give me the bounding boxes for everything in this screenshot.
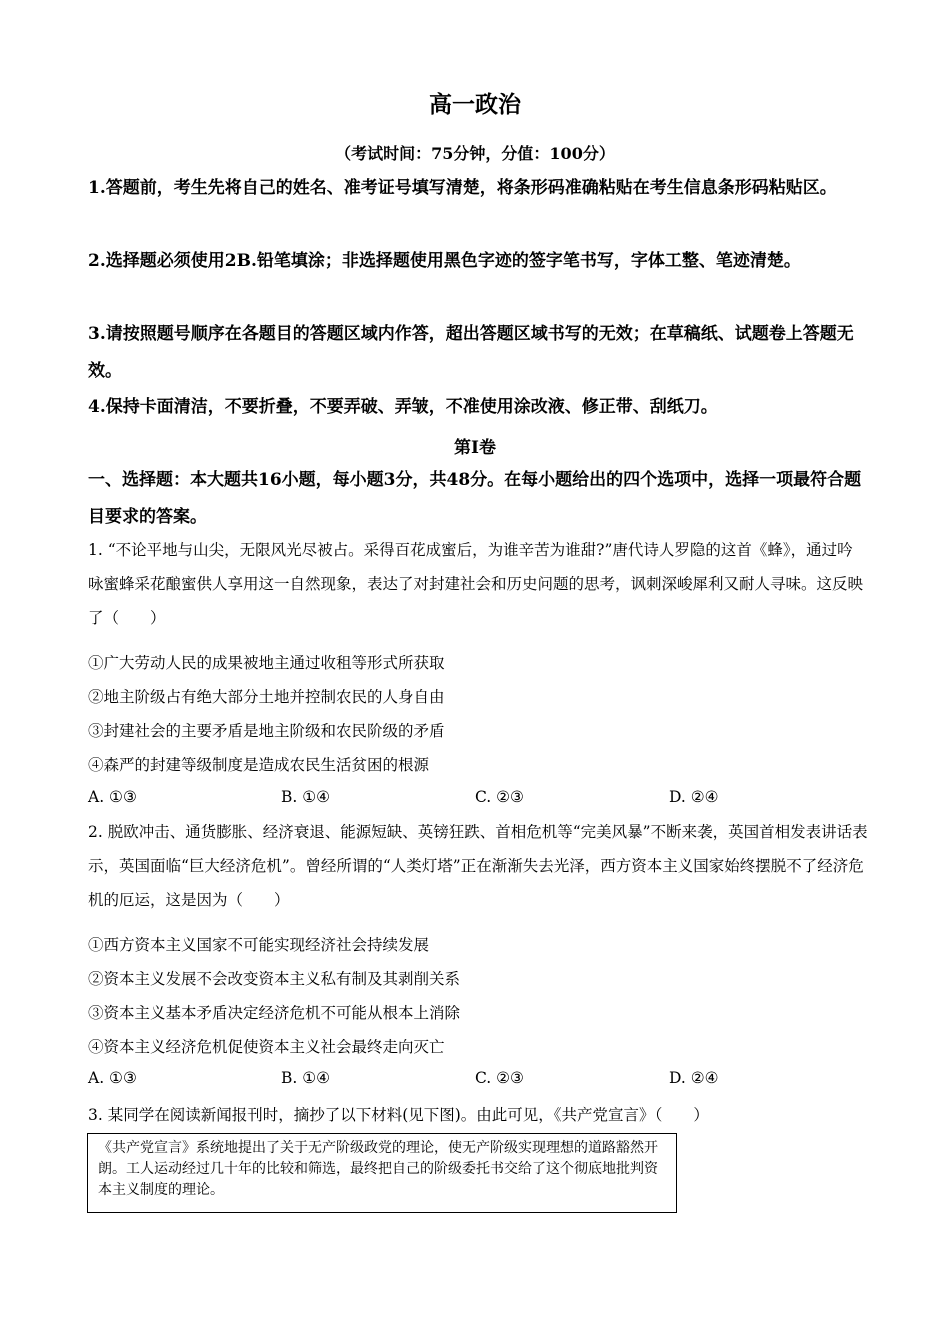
question-item: ①西方资本主义国家不可能实现经济社会持续发展 [88,936,430,954]
notice-item: 1.答题前，考生先将自己的姓名、准考证号填写清楚，将条形码准确粘贴在考生信息条形码粘贴区。 [88,178,837,198]
choice-c[interactable]: C. ②③ [475,788,524,806]
volume-heading: 第Ⅰ卷 [454,438,496,458]
question-item: ④森严的封建等级制度是造成农民生活贫困的根源 [88,756,430,774]
question-stem: 1. “不论平地与山尖，无限风光尽被占。采得百花成蜜后，为谁辛苦为谁甜?”唐代诗人罗隐的这首《蜂》，通过吟咏蜜蜂采花酿蜜供人享用这一自然现象，表达了对封建社会和历史问题的思考，讽刺深峻犀利又耐人寻味。这反映了（ ） [88,541,864,627]
question-stem: 2. 脱欧冲击、通货膨胀、经济衰退、能源短缺、英镑狂跌、首相危机等“完美风暴”不断来袭，英国首相发表讲话表示，英国面临“巨大经济危机”。曾经所谓的“人类灯塔”正在渐渐失去光泽，西方资本主义国家始终摆脱不了经济危机的厄运，这是因为（ ） [88,823,868,909]
question-item: ②资本主义发展不会改变资本主义私有制及其剥削关系 [88,970,461,988]
notice-item: 2.选择题必须使用2B.铅笔填涂；非选择题使用黑色字迹的签字笔书写，字体工整、笔迹清楚。 [88,251,801,271]
question-item: ②地主阶级占有绝大部分土地并控制农民的人身自由 [88,688,445,706]
answer-choices [88,788,868,812]
choice-a[interactable]: A. ①③ [88,788,137,806]
exam-info: （考试时间：75分钟，分值：100分） [335,144,615,163]
notice-item: 3.请按照题号顺序在各题目的答题区域内作答，超出答题区域书写的无效；在草稿纸、试题卷上答题无效。 [88,324,854,381]
choice-d[interactable]: D. ②④ [669,788,719,806]
question-item: ①广大劳动人民的成果被地主通过收租等形式所获取 [88,654,445,672]
section-heading: 一、选择题：本大题共16小题，每小题3分，共48分。在每小题给出的四个选项中，选择一项最符合题目要求的答案。 [88,470,862,527]
question-item: ③封建社会的主要矛盾是地主阶级和农民阶级的矛盾 [88,722,445,740]
choice-c[interactable]: C. ②③ [475,1069,524,1087]
question-item: ④资本主义经济危机促使资本主义社会最终走向灭亡 [88,1038,445,1056]
choice-b[interactable]: B. ①④ [281,1069,331,1087]
page-title: 高一政治 [429,91,521,118]
answer-choices [88,1069,868,1093]
material-quote-box: 《共产党宣言》系统地提出了关于无产阶级政党的理论，使无产阶级实现理想的道路豁然开朗。工人运动经过几十年的比较和筛选，最终把自己的阶级委托书交给了这个彻底地批判资本主义制度的理论。 [87,1133,677,1213]
choice-a[interactable]: A. ①③ [88,1069,137,1087]
choice-b[interactable]: B. ①④ [281,788,331,806]
notice-item: 4.保持卡面清洁，不要折叠，不要弄破、弄皱，不准使用涂改液、修正带、刮纸刀。 [88,397,718,417]
question-item: ③资本主义基本矛盾决定经济危机不可能从根本上消除 [88,1004,461,1022]
choice-d[interactable]: D. ②④ [669,1069,719,1087]
question-stem: 3. 某同学在阅读新闻报刊时，摘抄了以下材料(见下图)。由此可见，《共产党宣言》（ ） [88,1106,709,1124]
